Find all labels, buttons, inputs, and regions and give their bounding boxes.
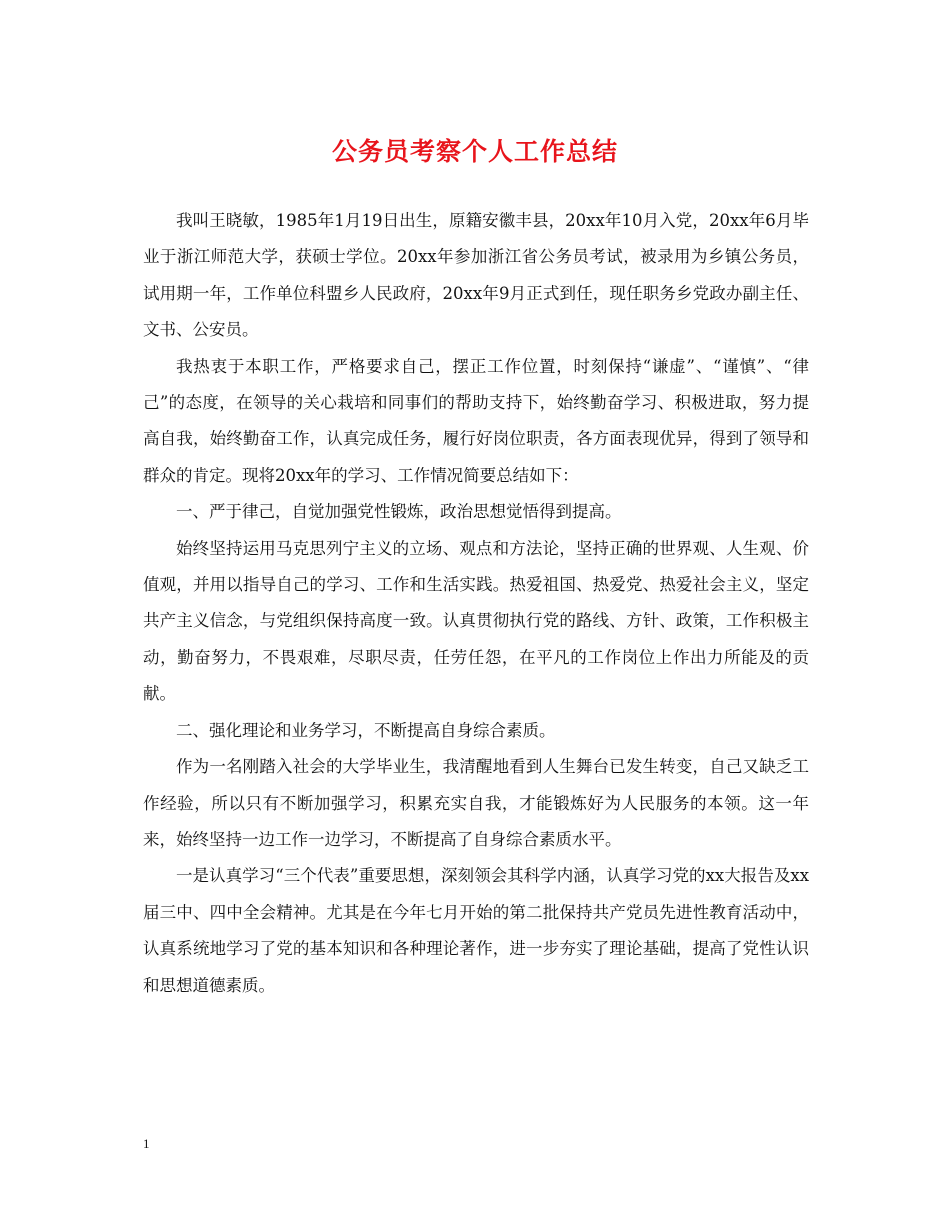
- paragraph-section-2: 作为一名刚踏入社会的大学毕业生，我清醒地看到人生舞台已发生转变，自己又缺乏工作经验，所以只有不断加强学习，积累充实自我，才能锻炼好为人民服务的本领。这一年来，始终坚持一边工作一边学习，不断提高了自身综合素质水平。: [143, 757, 809, 849]
- paragraph-attitude: 我热衷于本职工作，严格要求自己，摆正工作位置，时刻保持“谦虚”、“谨慎”、“律己”的态度，在领导的关心栽培和同事们的帮助支持下，始终勤奋学习、积极进取，努力提高自我，始终勤奋工作，认真完成任务，履行好岗位职责，各方面表现优异，得到了领导和群众的肯定。现将20xx年的学习、工作情况简要总结如下：: [143, 356, 809, 485]
- document-title: 公务员考察个人工作总结: [331, 137, 618, 166]
- paragraph-intro: 我叫王晓敏，1985年1月19日出生，原籍安徽丰县，20xx年10月入党，20xx年6月毕业于浙江师范大学，获硕士学位。20xx年参加浙江省公务员考试，被录用为乡镇公务员，试用期一年，工作单位科盟乡人民政府，20xx年9月正式到任，现任职务乡党政办副主任、文书、公安员。: [143, 211, 809, 340]
- paragraph-study-theory: 一是认真学习“三个代表”重要思想，深刻领会其科学内涵，认真学习党的xx大报告及xx届三中、四中全会精神。尤其是在今年七月开始的第二批保持共产党员先进性教育活动中，认真系统地学习了党的基本知识和各种理论著作，进一步夯实了理论基础，提高了党性认识和思想道德素质。: [143, 866, 809, 995]
- page-number: 1: [143, 1136, 150, 1151]
- document-body: [143, 203, 809, 1004]
- section-heading-2: 二、强化理论和业务学习，不断提高自身综合素质。: [176, 720, 556, 740]
- paragraph-section-1: 始终坚持运用马克思列宁主义的立场、观点和方法论，坚持正确的世界观、人生观、价值观，并用以指导自己的学习、工作和生活实践。热爱祖国、热爱党、热爱社会主义，坚定共产主义信念，与党组织保持高度一致。认真贯彻执行党的路线、方针、政策，工作积极主动，勤奋努力，不畏艰难，尽职尽责，任劳任怨，在平凡的工作岗位上作出力所能及的贡献。: [143, 538, 809, 704]
- section-heading-1: 一、严于律己，自觉加强党性锻炼，政治思想觉悟得到提高。: [176, 502, 622, 522]
